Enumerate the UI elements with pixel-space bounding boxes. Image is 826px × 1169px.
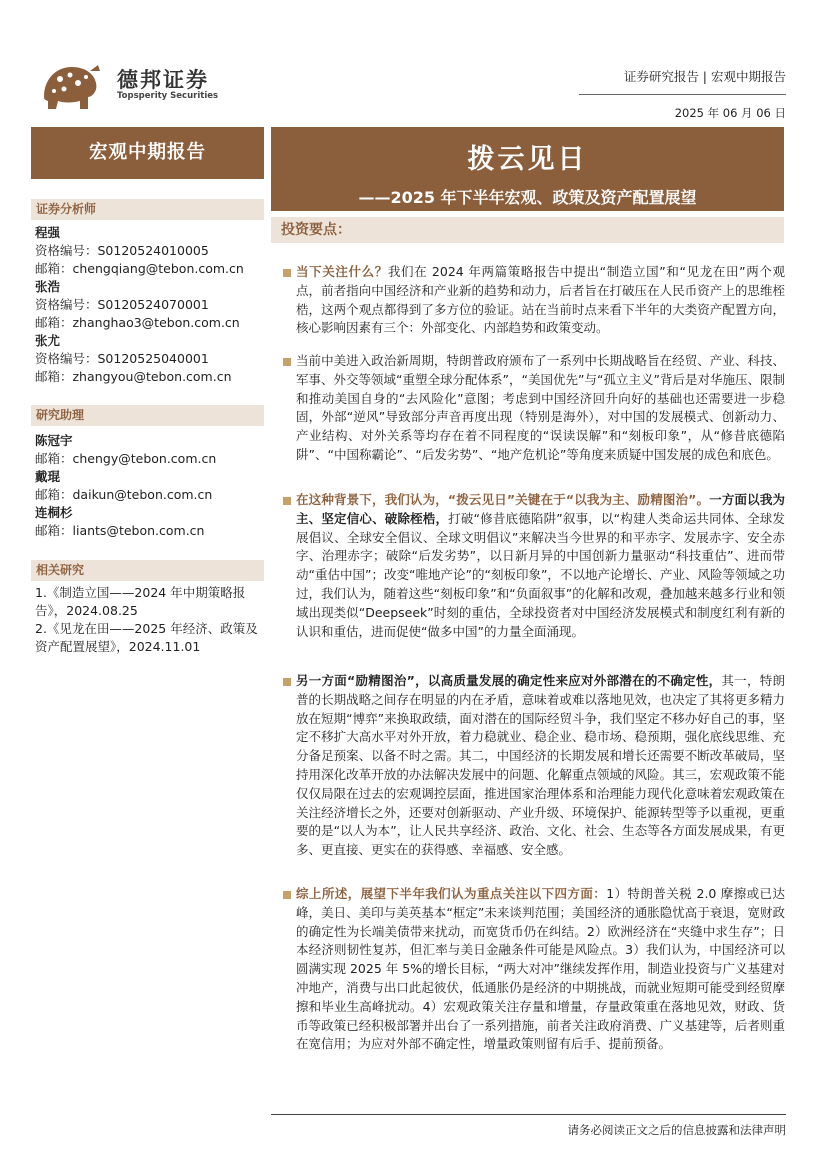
paragraph-text: 1）特朗普关税 2.0 摩擦或已达峰，美日、美印与美英基本“框定”未来谈判范围；美国经济的通胀隐忧高于衰退，宽财政的确定性为长端美债带来扰动，而宽货币仍在纠结。2）欧洲经济在“夹缝中求生存”；日本经济则韧性复苏，但汇率与美日金融条件可能是风险点。3）我们认为，中国经济可以圆满实现 2025 年 5%的增长目标，“两大对冲”继续发挥作用，制造业投资与广义基建对冲地产，消费与出口此起彼伏，低通胀仍是经济的中期挑战，而就业短期可能受到经贸摩擦和毕业生高峰扰动。4）宏观政策关注存量和增量，存量政策重在落地见效，财政、货币等政策已经积极部署并出台了一系列措施，前者关注政府消费、广义基建等，后者则重在宽信用；为应对外部不确定性，增量政策则留有后手、提前预备。 [296,886,786,1052]
report-type-header: 证券研究报告 | 宏观中期报告 [623,69,786,84]
assistant-email[interactable]: 邮箱：daikun@tebon.com.cn [35,487,213,502]
bullet-icon [283,678,291,686]
brand-name-en: Topsperity Securities [117,91,219,101]
paragraph-summary [296,885,785,1054]
paragraph-self-reliance [296,491,785,641]
paragraph-current-focus [296,263,785,338]
analyst-cert: 资格编号：S0120525040001 [35,351,209,366]
paragraph-lead: 当下关注什么？ [296,264,388,279]
analyst-name: 张浩 [35,279,61,294]
related-research-item[interactable]: 1.《制造立国——2024 年中期策略报告》，2024.08.25 [35,585,246,618]
analyst-name: 张尤 [35,333,61,348]
analyst-email[interactable]: 邮箱：chengqiang@tebon.com.cn [35,261,244,276]
paragraph-lead: 综上所述，展望下半年我们认为重点关注以下四方面： [296,886,607,901]
paragraph-text: 当前中美进入政治新周期，特朗普政府颁布了一系列中长期战略旨在经贸、产业、科技、军事、外交等领域“重塑全球分配体系”，“美国优先”与“孤立主义”背后是对华施压、限制和推动美国自身的“去风险化”意图；考虑到中国经济回升向好的基础也还需要进一步稳固，外部“逆风”导致部分声音再度出现（特别是海外），对中国的发展模式、创新动力、产业结构、对外关系等均存在着不同程度的“误读误解”和“刻板印象”，从“修昔底德陷阱”、“中国称霸论”、“后发劣势”、“地产危机论”等角度来质疑中国发展的成色和底色。 [296,353,785,462]
bullet-icon [283,497,291,505]
paragraph-external-context [296,352,785,465]
bullet-icon [283,269,291,277]
paragraph-lead: 在这种背景下，我们认为，“拨云见日”关键在于“以我为主、励精图治”。 [296,492,710,507]
brand-name: 德邦证券 [117,68,209,92]
assistant-email[interactable]: 邮箱：chengy@tebon.com.cn [35,451,217,466]
assistant-name: 戴琨 [35,469,61,484]
paragraph-text: 打破“修昔底德陷阱”叙事，以“构建人类命运共同体、全球发展倡议、全球安全倡议、全球文明倡议”来解决当今世界的和平赤字、发展赤字、安全赤字、治理赤字；破除“后发劣势”，以日新月异的中国创新力量驱动“科技重估”、进而带动“重估中国”；改变“唯地产论”的“刻板印象”，不以地产论增长、产业、风险等领域之功过，我们认为，随着这些“刻板印象”和“负面叙事”的化解和改观，叠加越来越多行业和领域出现类似“Deepseek”时刻的重估，全球投资者对中国经济发展模式和制度红利有新的认识和重估，进而促使“做多中国”的力量全面涌现。 [296,510,785,639]
paragraph-text: 我们在 2024 年两篇策略报告中提出“制造立国”和“见龙在田”两个观点，前者指向中国经济和产业新的趋势和动力，后者旨在打破压在人民币资产上的思维桎梏，这两个观点都得到了多方位的验证。站在当前时点来看下半年的大类资产配置方向，核心影响因素有三个：外部变化、内部趋势和政策变动。 [296,264,785,336]
report-category-banner: 宏观中期报告 [31,127,264,179]
assistant-name: 连桐杉 [35,505,73,520]
analyst-cert: 资格编号：S0120524070001 [35,297,209,312]
analyst-name: 程强 [35,225,61,240]
assistant-email[interactable]: 邮箱：liants@tebon.com.cn [35,523,205,538]
paragraph-bold: 一方面以我为主、坚定信心、破除桎梏， [296,492,785,526]
paragraph-text: 其一，特朗普的长期战略之间存在明显的内在矛盾，意味着或难以落地见效，也决定了其将更多精力放在短期“博弈”来换取政绩，面对潜在的国际经贸斗争，我们坚定不移办好自己的事，坚定不移扩大高水平对外开放，着力稳就业、稳企业、稳市场、稳预期，强化底线思维、充分备足预案、以备不时之需。其二，中国经济的长期发展和增长还需要不断改革破局，坚持用深化改革开放的办法解决发展中的问题、化解重点领域的风险。其三，宏观政策不能仅仅局限在过去的宏观调控层面，推进国家治理体系和治理能力现代化意味着宏观政策在关注经济增长之外，还要对创新驱动、产业升级、环境保护、能源转型等予以重视，更重要的是“以人为本”，让人民共享经济、政治、文化、社会、生态等各方面发展成果，有更多、更直接、更实在的获得感、幸福感、安全感。 [296,673,785,858]
related-research-heading: 相关研究 [31,560,264,581]
assistants-heading: 研究助理 [31,405,264,426]
related-research-item[interactable]: 2.《见龙在田——2025 年经济、政策及资产配置展望》，2024.11.01 [35,621,258,654]
investment-highlights-heading: 投资要点： [271,217,784,243]
report-subtitle: ——2025 年下半年宏观、政策及资产配置展望 [358,188,697,207]
title-block [271,127,784,211]
analyst-email[interactable]: 邮箱：zhanghao3@tebon.com.cn [35,315,240,330]
report-date: 2025 年 06 月 06 日 [674,106,786,120]
report-title: 拨云见日 [467,144,588,175]
bullet-icon [283,358,291,366]
footer-divider [271,1114,786,1115]
topsperity-logo-icon [38,57,102,113]
paragraph-lead: 另一方面“励精图治”，以高质量发展的确定性来应对外部潜在的不确定性， [296,673,722,688]
footer-disclaimer: 请务必阅读正文之后的信息披露和法律声明 [567,1123,786,1137]
analyst-cert: 资格编号：S0120524010005 [35,243,209,258]
analyst-email[interactable]: 邮箱：zhangyou@tebon.com.cn [35,369,232,384]
analysts-heading: 证券分析师 [31,199,264,220]
bullet-icon [283,891,291,899]
header-divider [579,94,786,95]
paragraph-high-quality-development [296,672,785,860]
assistant-name: 陈冠宇 [35,433,73,448]
